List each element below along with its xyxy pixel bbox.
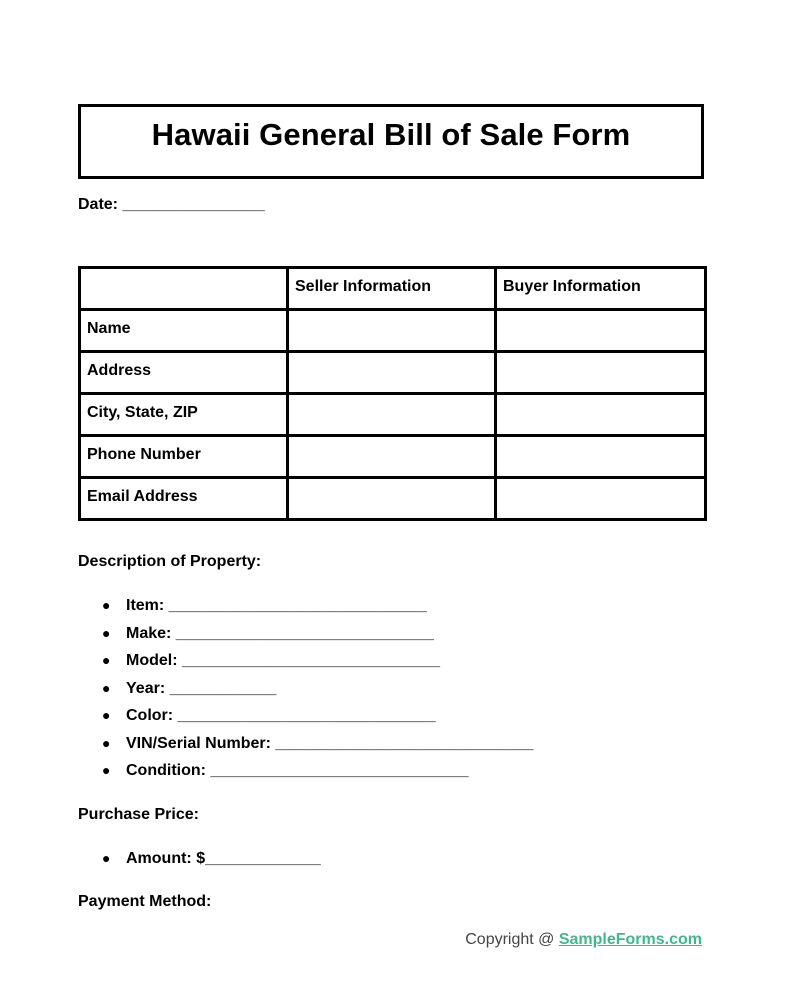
table-header-row (80, 268, 706, 310)
buyer-email-cell[interactable] (496, 478, 706, 520)
table-corner-cell (80, 268, 288, 310)
bullet-icon: ● (102, 707, 111, 723)
table-row (80, 394, 706, 436)
title-box (78, 104, 704, 179)
bullet-icon: ● (102, 734, 111, 751)
row-label-address: Address (80, 352, 288, 394)
row-label-name: Name (80, 310, 288, 352)
parties-table (78, 266, 707, 521)
payment-heading: Payment Method: (78, 893, 212, 910)
seller-address-cell[interactable] (288, 352, 496, 394)
row-label-email: Email Address (80, 478, 288, 520)
property-list (78, 597, 533, 790)
buyer-phone-cell[interactable] (496, 436, 706, 478)
bullet-icon: ● (102, 597, 111, 613)
date-field: Date: ________________ (78, 196, 265, 213)
bullet-icon: ● (102, 762, 111, 778)
seller-email-cell[interactable] (288, 478, 496, 520)
price-list (78, 850, 321, 878)
table-row (80, 436, 706, 478)
seller-name-cell[interactable] (288, 310, 496, 352)
buyer-city-state-zip-cell[interactable] (496, 394, 706, 436)
table-row (80, 310, 706, 352)
list-item: ● Amount: $_____________ (102, 850, 321, 867)
property-heading: Description of Property: (78, 553, 262, 570)
row-label-phone: Phone Number (80, 436, 288, 478)
seller-phone-cell[interactable] (288, 436, 496, 478)
price-heading: Purchase Price: (78, 806, 199, 823)
table-row (80, 352, 706, 394)
copyright-notice (465, 931, 702, 949)
seller-header: Seller Information (288, 268, 496, 310)
list-item: ● Item: _____________________________ (102, 597, 427, 614)
table-row (80, 478, 706, 520)
list-item: ● Year: ____________ (102, 679, 277, 697)
form-title: Hawaii General Bill of Sale Form (151, 117, 631, 152)
list-item: ● Model: _____________________________ (102, 652, 441, 669)
bullet-icon: ● (102, 679, 111, 696)
bullet-icon: ● (102, 652, 111, 668)
list-item: ● Make: _____________________________ (102, 624, 434, 642)
seller-city-state-zip-cell[interactable] (288, 394, 496, 436)
brand-link[interactable]: SampleForms.com (558, 931, 702, 948)
buyer-header: Buyer Information (496, 268, 706, 310)
copyright-prefix: Copyright @ (465, 931, 559, 948)
bullet-icon: ● (102, 850, 111, 866)
buyer-address-cell[interactable] (496, 352, 706, 394)
list-item: ● VIN/Serial Number: _____________________________ (102, 734, 534, 752)
list-item: ● Condition: _____________________________ (102, 762, 469, 779)
list-item: ● Color: _____________________________ (102, 707, 436, 724)
buyer-name-cell[interactable] (496, 310, 706, 352)
bullet-icon: ● (102, 624, 111, 641)
row-label-city-state-zip: City, State, ZIP (80, 394, 288, 436)
